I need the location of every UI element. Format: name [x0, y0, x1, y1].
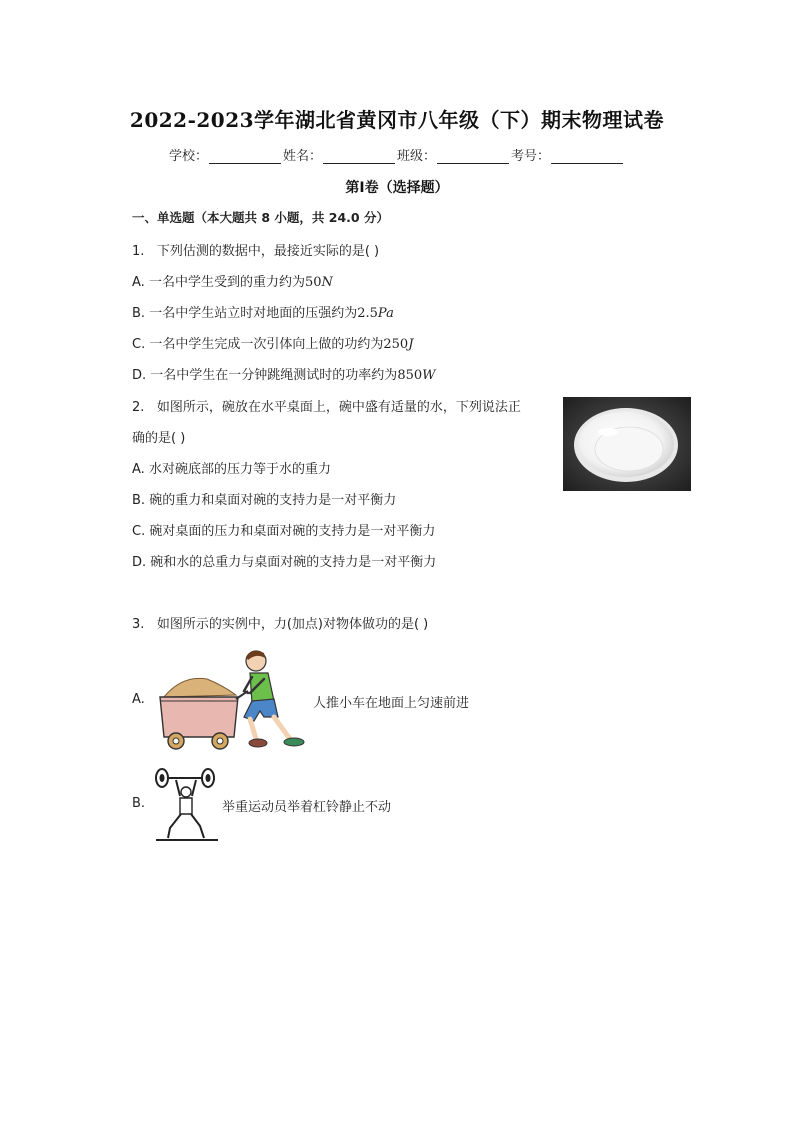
name-blank[interactable]: [323, 149, 395, 164]
question-3-option-a-letter: A.: [132, 692, 145, 707]
option-text: 碗对桌面的压力和桌面对碗的支持力是一对平衡力: [149, 524, 436, 539]
question-3-text: 如图所示的实例中，力(加点)对物体做功的是( ): [156, 617, 429, 632]
question-3-option-a-text: 人推小车在地面上匀速前进: [313, 696, 470, 711]
option-letter: A.: [132, 275, 145, 290]
weightlifter-illustration: [152, 766, 222, 844]
question-2-stem-line2: 确的是( ): [132, 431, 186, 446]
bowl-photo: [563, 397, 691, 491]
option-value: 2.5: [357, 306, 378, 321]
option-letter: D.: [132, 368, 147, 383]
question-2-option-a: [132, 458, 331, 477]
question-2-stem-line1: [132, 396, 521, 415]
option-text: 一名中学生在一分钟跳绳测试时的功率约为: [150, 368, 398, 383]
question-2-option-d: [132, 551, 436, 570]
question-1-option-d: [132, 364, 436, 383]
class-blank[interactable]: [437, 149, 509, 164]
option-value: 850: [397, 368, 423, 383]
option-text: 一名中学生站立时对地面的压强约为: [149, 306, 358, 321]
option-unit: N: [321, 275, 333, 290]
info-label-school: 学校：: [168, 149, 208, 164]
question-3-option-b-letter: B.: [132, 796, 146, 811]
question-1-option-c: [132, 333, 413, 352]
info-label-class: 班级：: [397, 149, 437, 164]
option-text: 一名中学生受到的重力约为: [148, 275, 305, 290]
question-1-option-b: [132, 302, 394, 321]
option-letter: A.: [132, 462, 145, 477]
option-letter: B.: [132, 306, 146, 321]
option-unit: W: [422, 368, 436, 383]
exam-number-blank[interactable]: [551, 149, 623, 164]
info-label-name: 姓名：: [282, 149, 322, 164]
cart-pushing-illustration: [152, 645, 312, 751]
option-unit: J: [408, 337, 414, 352]
question-2-option-b: [132, 489, 396, 508]
option-letter: C.: [132, 337, 146, 352]
option-letter: C.: [132, 524, 146, 539]
option-letter: B.: [132, 493, 146, 508]
question-2-option-c: [132, 520, 435, 539]
info-field-class: [397, 145, 511, 164]
question-1-number: 1.: [132, 244, 145, 259]
student-info-line: [0, 145, 794, 164]
question-3-stem: [132, 613, 428, 632]
section-title: 第I卷（选择题）: [345, 180, 449, 196]
info-field-name: [283, 145, 397, 164]
option-value: 250: [383, 337, 409, 352]
info-field-exam-number: [511, 145, 625, 164]
question-2-number: 2.: [132, 400, 145, 415]
question-1-stem: [132, 240, 379, 259]
option-text: 一名中学生完成一次引体向上做的功约为: [149, 337, 384, 352]
part-header: 一、单选题（本大题共 8 小题，共 24.0 分）: [132, 210, 389, 225]
info-label-exam-number: 考号：: [511, 149, 551, 164]
option-text: 碗的重力和桌面对碗的支持力是一对平衡力: [149, 493, 397, 508]
exam-title: 2022-2023学年湖北省黄冈市八年级（下）期末物理试卷: [129, 108, 665, 132]
info-field-school: [169, 145, 283, 164]
option-unit: Pa: [377, 306, 394, 321]
school-blank[interactable]: [209, 149, 281, 164]
option-text: 水对碗底部的压力等于水的重力: [148, 462, 331, 477]
question-2-text-line1: 如图所示，碗放在水平桌面上，碗中盛有适量的水，下列说法正: [156, 400, 521, 415]
option-value: 50: [304, 275, 322, 290]
option-letter: D.: [132, 555, 147, 570]
question-1-option-a: [132, 271, 333, 290]
question-1-text: 下列估测的数据中，最接近实际的是( ): [156, 244, 380, 259]
question-3-option-b-text: 举重运动员举着杠铃静止不动: [222, 800, 392, 815]
option-text: 碗和水的总重力与桌面对碗的支持力是一对平衡力: [150, 555, 437, 570]
question-3-number: 3.: [132, 617, 145, 632]
